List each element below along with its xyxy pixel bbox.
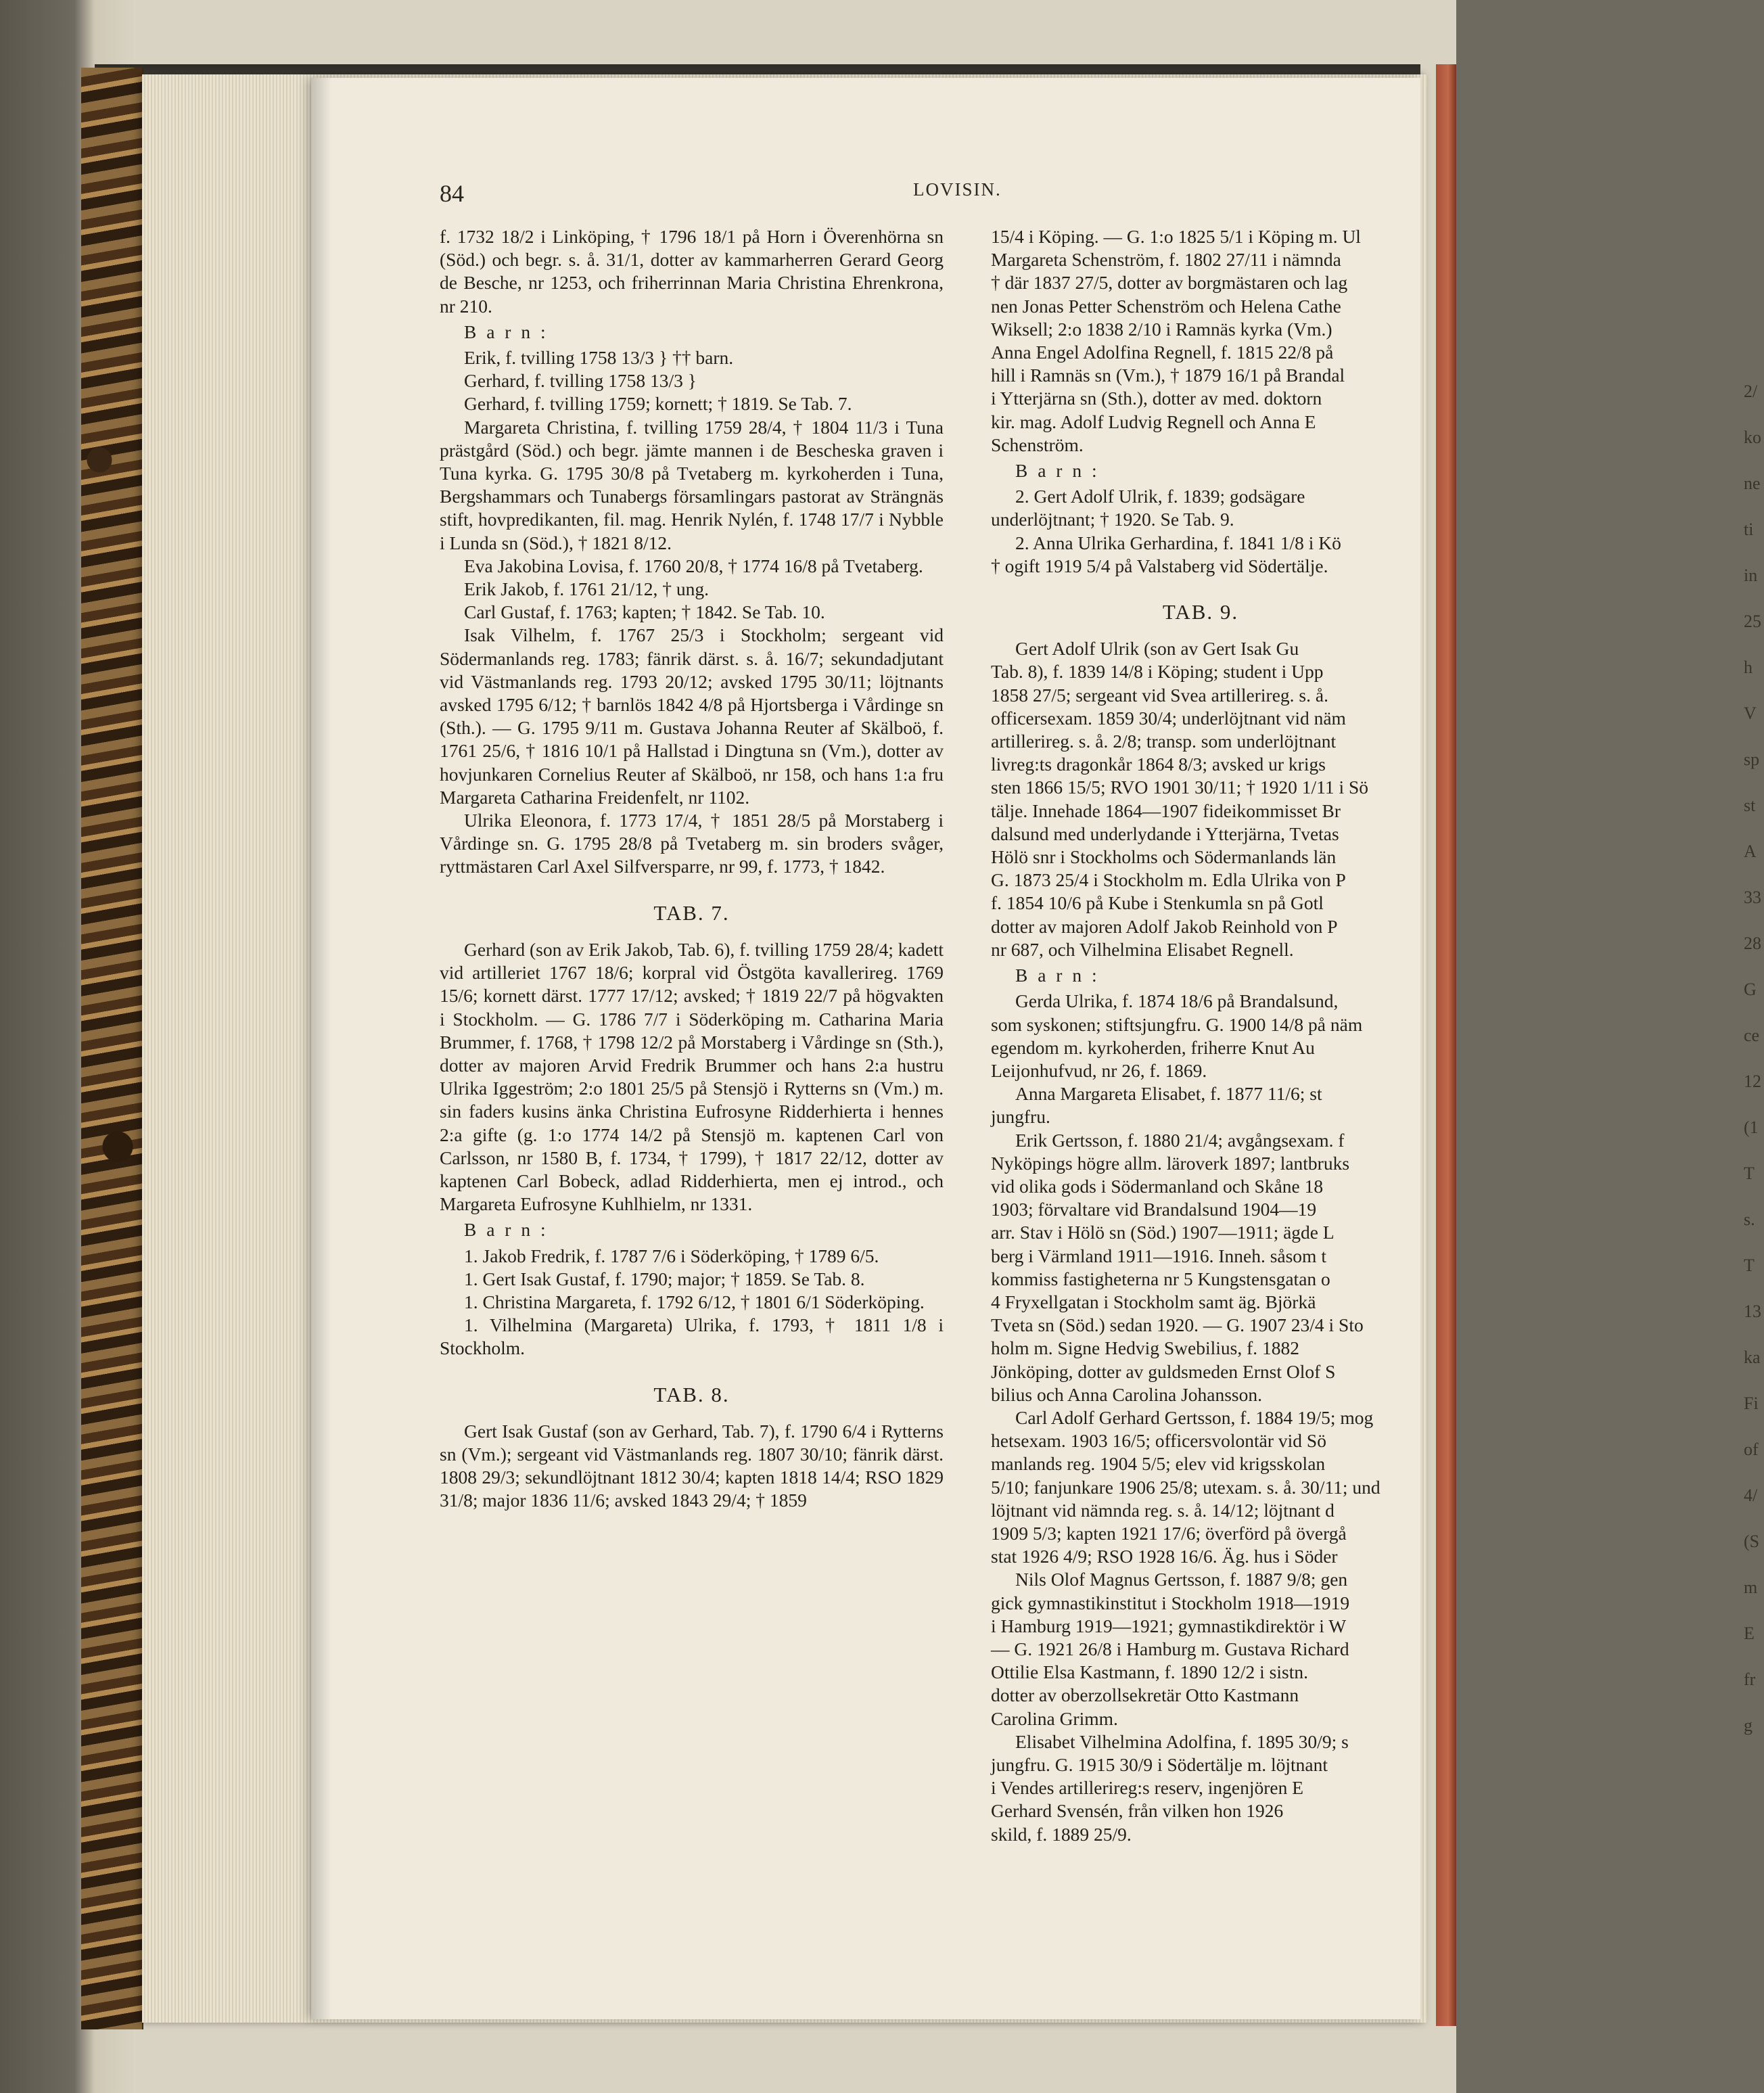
bleed-fragment: 2/ [1744,382,1758,401]
right-column-paragraph: dotter av majoren Adolf Jakob Reinhold von P [991,915,1338,937]
right-column-paragraph: Carl Adolf Gerhard Gertsson, f. 1884 19/5; mog [1015,1406,1374,1428]
right-column-paragraph: Gerda Ulrika, f. 1874 18/6 på Brandalsund, [1015,990,1339,1012]
right-column-paragraph: kir. mag. Adolf Ludvig Regnell och Anna E [991,411,1316,432]
children-heading: B a r n : [464,321,549,342]
bleed-fragment: (1 [1744,1118,1759,1137]
right-column-paragraph: 5/10; fanjunkare 1906 25/8; utexam. s. å. 30/11; und [991,1476,1380,1498]
running-title: LOVISIN. [913,179,1002,200]
right-column-paragraph: Anna Engel Adolfina Regnell, f. 1815 22/8 på [991,342,1334,363]
right-column-paragraph: Tab. 8), f. 1839 14/8 i Köping; student i Upp [991,661,1324,683]
page-header [311,179,1420,206]
right-column-paragraph: jungfru. G. 1915 30/9 i Södertälje m. löjtnant [991,1754,1328,1775]
right-column-paragraph: Nyköpings högre allm. läroverk 1897; lantbruks [991,1152,1350,1174]
left-column-paragraph: Isak Vilhelm, f. 1767 25/3 i Stockholm; sergeant vid Södermanlands reg. 1783; fänrik därst. s. å. 16/7; sekundadjutant vid Västmanlands reg. 1793 20/12; avsked 1795 30/11; löjtnants avsked 1795 6/12; † barnlös 1842 4/8 på Hjortsberga i Vårdinge sn (Sth.). — G. 1795 9/11 m. Gustava Johanna Reuter af Skälboö, f. 1761 25/6, † 1816 10/1 på Hallstad i Dingtuna sn (Vm.), dotter av hovjunkaren Cornelius Reuter af Skälboö, nr 158, och hans 1:a fru Margareta Catharina Freidenfelt, nr 1102. [440,624,944,808]
right-column-paragraph: kommiss fastigheterna nr 5 Kungstensgatan o [991,1268,1330,1289]
right-column-paragraph: Elisabet Vilhelmina Adolfina, f. 1895 30/9; s [1015,1730,1349,1752]
bleed-fragment: ti [1744,520,1754,539]
right-column-paragraph: sten 1866 15/5; RVO 1901 30/11; † 1920 1/11 i Sö [991,777,1369,798]
right-column-paragraph: hetsexam. 1903 16/5; officersvolontär vid Sö [991,1430,1326,1452]
right-column-paragraph: Gerhard Svensén, från vilken hon 1926 [991,1800,1284,1822]
children-heading: B a r n : [1015,965,1100,986]
right-column-paragraph: Nils Olof Magnus Gertsson, f. 1887 9/8; gen [1015,1569,1348,1590]
bleed-fragment: V [1744,704,1757,723]
marbled-cover-edge [81,68,143,2029]
right-column-paragraph: tälje. Innehade 1864—1907 fideikommisset Br [991,800,1341,821]
right-column-paragraph: jungfru. [991,1106,1050,1128]
section-heading: TAB. 9. [1162,600,1239,624]
left-column-paragraph: 1. Christina Margareta, f. 1792 6/12, † 1801 6/1 Söderköping. [464,1291,925,1312]
right-column-paragraph: i Hamburg 1919—1921; gymnastikdirektör i W [991,1615,1347,1636]
right-column-paragraph: skild, f. 1889 25/9. [991,1823,1132,1845]
right-column-paragraph: bilius och Anna Carolina Johansson. [991,1383,1263,1405]
right-column-paragraph: Schenström. [991,434,1084,455]
right-column-paragraph: manlands reg. 1904 5/5; elev vid krigsskolan [991,1453,1326,1475]
bleed-fragment: Fi [1744,1394,1759,1413]
left-column-paragraph: Gerhard, f. tvilling 1758 13/3 } [464,370,697,392]
bleed-fragment: 12 [1744,1072,1761,1091]
bleed-fragment: A [1744,842,1757,861]
right-column-paragraph: livreg:ts dragonkår 1864 8/3; avsked ur krigs [991,754,1326,775]
bleed-fragment: ko [1744,428,1761,447]
bleed-fragment: h [1744,658,1753,677]
right-column-paragraph: 1909 5/3; kapten 1921 17/6; överförd på övergå [991,1522,1347,1544]
section-heading: TAB. 7. [653,900,730,925]
right-column-paragraph: Erik Gertsson, f. 1880 21/4; avgångsexam. f [1015,1129,1345,1151]
bleed-fragment: of [1744,1440,1759,1459]
right-column-paragraph: 4 Fryxellgatan i Stockholm samt äg. Björkä [991,1291,1316,1312]
red-page-edge [1436,64,1456,2026]
right-column-paragraph: holm m. Signe Hedvig Swebilius, f. 1882 [991,1337,1300,1359]
right-column-paragraph: 1858 27/5; sergeant vid Svea artillerireg. s. å. [991,684,1328,706]
bleed-fragment: 28 [1744,934,1761,953]
left-column-paragraph: Ulrika Eleonora, f. 1773 17/4, † 1851 28/5 på Morstaberg i Vårdinge sn. G. 1795 28/8 på Tvetaberg m. sin broders svåger, ryttmästaren Carl Axel Silfversparre, nr 99, f. 1773, † 1842. [440,810,944,877]
right-column-paragraph: G. 1873 25/4 i Stockholm m. Edla Ulrika von P [991,869,1346,891]
right-column-paragraph: officersexam. 1859 30/4; underlöjtnant vid näm [991,707,1346,729]
bleed-fragment: T [1744,1256,1755,1275]
right-column-paragraph: berg i Värmland 1911—1916. Inneh. såsom t [991,1245,1326,1266]
bleed-fragment: G [1744,980,1757,999]
right-column-paragraph: † där 1837 27/5, dotter av borgmästaren och lag [991,272,1348,294]
right-column-paragraph: dalsund med underlydande i Ytterjärna, Tvetas [991,823,1339,844]
left-column-paragraph: Carl Gustaf, f. 1763; kapten; † 1842. Se Tab. 10. [464,601,825,623]
bleed-fragment: 4/ [1744,1486,1758,1505]
left-column-paragraph: 1. Jakob Fredrik, f. 1787 7/6 i Söderköping, † 1789 6/5. [464,1245,879,1266]
left-column-paragraph: Erik Jakob, f. 1761 21/12, † ung. [464,578,710,600]
right-text-column [991,225,1410,1846]
right-column-paragraph: som syskonen; stiftsjungfru. G. 1900 14/8 på näm [991,1013,1363,1035]
right-column-paragraph: † ogift 1919 5/4 på Valstaberg vid Södertälje. [991,555,1328,576]
left-column-paragraph: 1. Vilhelmina (Margareta) Ulrika, f. 1793, † 1811 1/8 i Stockholm. [440,1314,944,1359]
right-column-paragraph: 2. Anna Ulrika Gerhardina, f. 1841 1/8 i Kö [1015,532,1341,553]
right-column-paragraph: i Ytterjärna sn (Sth.), dotter av med. doktorn [991,388,1322,409]
bleed-fragment: sp [1744,750,1760,769]
bleed-fragment: fr [1744,1670,1756,1689]
right-column-paragraph: Gert Adolf Ulrik (son av Gert Isak Gu [1015,638,1299,660]
left-column-paragraph: Eva Jakobina Lovisa, f. 1760 20/8, † 1774 16/8 på Tvetaberg. [464,555,923,576]
right-column-paragraph: hill i Ramnäs sn (Vm.), † 1879 16/1 på Brandal [991,365,1345,386]
bleed-fragment: ne [1744,474,1761,493]
right-column-paragraph: stat 1926 4/9; RSO 1928 16/6. Äg. hus i Söder [991,1546,1338,1567]
right-column-paragraph: — G. 1921 26/8 i Hamburg m. Gustava Richard [991,1638,1349,1659]
left-column-paragraph: Gerhard, f. tvilling 1759; kornett; † 1819. Se Tab. 7. [464,393,852,415]
section-heading: TAB. 8. [653,1382,730,1406]
bleed-fragment: (S [1744,1532,1760,1551]
children-heading: B a r n : [1015,460,1100,482]
right-column-paragraph: Anna Margareta Elisabet, f. 1877 11/6; st [1015,1083,1322,1105]
right-column-paragraph: egendom m. kyrkoherden, friherre Knut Au [991,1036,1315,1058]
right-column-paragraph: 2. Gert Adolf Ulrik, f. 1839; godsägare [1015,486,1305,507]
right-column-paragraph: Hölö snr i Stockholms och Södermanlands län [991,846,1337,868]
next-page-bleed-letters [1744,369,1764,1749]
bleed-fragment: ka [1744,1348,1761,1367]
right-column-paragraph: dotter av oberzollsekretär Otto Kastmann [991,1684,1299,1706]
right-column-paragraph: löjtnant vid nämnda reg. s. å. 14/12; löjtnant d [991,1499,1334,1521]
left-column-paragraph: Gert Isak Gustaf (son av Gerhard, Tab. 7), f. 1790 6/4 i Rytterns sn (Vm.); sergeant vid Västmanlands reg. 1807 30/10; fänrik därst. 1808 29/3; sekundlöjtnant 1812 30/4; kapten 1818 14/4; RSO 1829 31/8; major 1836 11/6; avsked 1843 29/4; † 1859 [440,1420,944,1511]
right-column-paragraph: nen Jonas Petter Schenström och Helena Cathe [991,295,1341,317]
bleed-fragment: ce [1744,1026,1760,1045]
right-column-paragraph: Leijonhufvud, nr 26, f. 1869. [991,1059,1207,1081]
bleed-fragment: 33 [1744,888,1761,907]
left-column-paragraph: Erik, f. tvilling 1758 13/3 } †† barn. [464,347,734,369]
book-page [311,78,1761,2019]
right-column-paragraph: Tveta sn (Söd.) sedan 1920. — G. 1907 23/4 i Sto [991,1314,1364,1336]
right-column-paragraph: underlöjtnant; † 1920. Se Tab. 9. [991,509,1234,530]
right-column-paragraph: nr 687, och Vilhelmina Elisabet Regnell. [991,938,1294,960]
left-column-paragraph: f. 1732 18/2 i Linköping, † 1796 18/1 på Horn i Överenhörna sn (Söd.) och begr. s. å. 31/1, dotter av kammarherren Gerard Georg de Besche, nr 1253, och friherrinnan Maria Christina Ehrenkrona, nr 210. [440,226,944,317]
right-column-paragraph: 15/4 i Köping. — G. 1:o 1825 5/1 i Köping m. Ul [991,226,1361,247]
right-column-paragraph: gick gymnastikinstitut i Stockholm 1918—1919 [991,1592,1350,1613]
right-column-paragraph: arr. Stav i Hölö sn (Söd.) 1907—1911; ägde L [991,1222,1334,1243]
left-column-paragraph: 1. Gert Isak Gustaf, f. 1790; major; † 1859. Se Tab. 8. [464,1268,865,1289]
left-column-paragraph: Gerhard (son av Erik Jakob, Tab. 6), f. tvilling 1759 28/4; kadett vid artilleriet 1767 18/6; korpral vid Östgöta kavallerireg. 1769 15/6; kornett därst. 1777 17/12; avsked; † 1819 22/7 på högvakten i Stockholm. — G. 1786 7/7 i Söderköping m. Catharina Maria Brummer, f. 1768, † 1798 12/2 på Morstaberg i Vårdinge sn (Sth.), dotter av majoren Arvid Fredrik Brummer och hans 2:a hustru Ulrika Iggeström; 2:o 1801 25/5 på Stensjö i Rytterns sn (Vm.) m. sin faders kusins änka Christina Eufrosyne Ridderhierta i hennes 2:a gifte (g. 1:o 1774 14/2 på Stensjö m. kaptenen Carl von Carlsson, nr 1580 B, f. 1734, † 1799), † 1817 22/12, dotter av kaptenen Carl Bobeck, adlad Ridderhierta, men ej introd., och Margareta Eufrosyne Kuhlhielm, nr 1331. [440,938,944,1215]
right-column-paragraph: 1903; förvaltare vid Brandalsund 1904—19 [991,1199,1317,1220]
bleed-fragment: 13 [1744,1302,1761,1321]
bleed-fragment: g [1744,1716,1753,1735]
right-column-paragraph: f. 1854 10/6 på Kube i Stenkumla sn på Gotl [991,892,1324,914]
bleed-fragment: 25 [1744,612,1761,631]
page-gutter-shadow [311,78,331,2019]
right-column-paragraph: Carolina Grimm. [991,1707,1118,1729]
right-column-paragraph: vid olika gods i Södermanland och Skåne 18 [991,1175,1324,1197]
right-column-paragraph: Ottilie Elsa Kastmann, f. 1890 12/2 i sistn. [991,1661,1308,1683]
bleed-fragment: T [1744,1164,1755,1183]
left-column-paragraph: Margareta Christina, f. tvilling 1759 28/4, † 1804 11/3 i Tuna prästgård (Söd.) och begr. jämte mannen i de Bescheska graven i Tuna kyrka. G. 1795 30/8 på Tvetaberg m. kyrkoherden i Tuna, Bergshammars och Tunabergs församlingars pastorat av Strängnäs stift, hovpredikanten, fil. mag. Henrik Nylén, f. 1748 17/7 i Nybble i Lunda sn (Söd.), † 1821 8/12. [440,416,944,553]
bleed-fragment: st [1744,796,1756,815]
right-column-paragraph: artillerireg. s. å. 2/8; transp. som underlöjtnant [991,731,1337,752]
bleed-fragment: s. [1744,1210,1755,1229]
right-column-paragraph: Jönköping, dotter av guldsmeden Ernst Olof S [991,1360,1336,1382]
right-column-paragraph: i Vendes artillerireg:s reserv, ingenjören E [991,1777,1303,1799]
page-number: 84 [440,180,464,207]
right-column-paragraph: Wiksell; 2:o 1838 2/10 i Ramnäs kyrka (Vm.) [991,318,1332,340]
bleed-fragment: m [1744,1578,1758,1597]
left-text-column [440,225,944,1513]
children-heading: B a r n : [464,1219,549,1241]
bleed-fragment: in [1744,566,1758,585]
bleed-fragment: E [1744,1624,1755,1643]
right-column-paragraph: Margareta Schenström, f. 1802 27/11 i nämnda [991,249,1341,271]
